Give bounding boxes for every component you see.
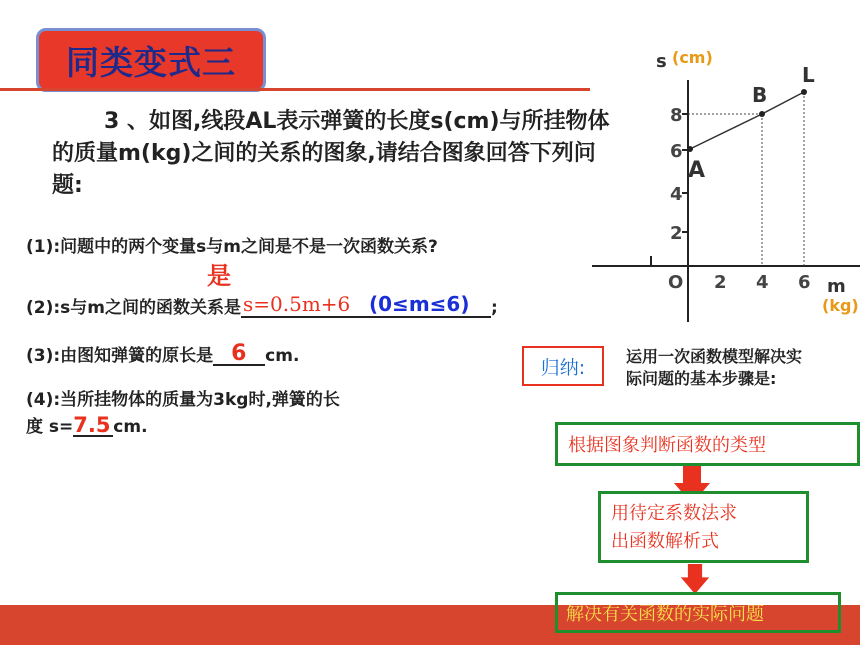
- answer-4: 7.5: [73, 413, 111, 437]
- y-tick-label-2: 2: [670, 223, 683, 244]
- answer-2-range: (0≤m≤6): [369, 292, 470, 316]
- spring-graph: [586, 40, 860, 330]
- question-4-prefix: 度 s=: [26, 417, 74, 437]
- answer-4-blank: [73, 413, 113, 437]
- summary-line-1: 运用一次函数模型解决实: [626, 347, 803, 366]
- answer-2-formula: s=0.5m+6: [243, 292, 351, 316]
- point-l-label: L: [802, 63, 815, 87]
- answer-1: 是: [207, 262, 231, 290]
- step-1-text: 根据图象判断函数的类型: [568, 435, 766, 456]
- summary-text: [626, 346, 802, 390]
- question-3: [26, 341, 299, 366]
- step-2-box: [598, 491, 809, 563]
- page-title: 同类变式三: [66, 42, 236, 82]
- answer-3: 6: [231, 341, 247, 366]
- point-b-label: B: [752, 83, 768, 107]
- origin-label: O: [668, 272, 684, 293]
- summary-tag: 归纳:: [522, 346, 604, 386]
- step-2-line-1: 用待定系数法求: [611, 503, 737, 524]
- point-l: [801, 89, 807, 95]
- step-3-text: 解决有关函数的实际问题: [566, 604, 764, 625]
- step-1-box: [555, 422, 860, 466]
- y-tick-label-8: 8: [670, 105, 683, 126]
- point-a: [687, 146, 693, 152]
- title-divider: [0, 88, 590, 91]
- y-tick-label-6: 6: [670, 141, 683, 162]
- x-tick-label-4: 4: [756, 272, 769, 293]
- y-axis-unit: (cm): [672, 48, 713, 67]
- question-2-prefix: (2):s与m之间的函数关系是: [26, 298, 241, 318]
- question-1: (1):问题中的两个变量s与m之间是不是一次函数关系?: [26, 237, 438, 257]
- step-3-box: [555, 592, 841, 633]
- x-tick-label-2: 2: [714, 272, 727, 293]
- x-axis-label: m: [827, 276, 846, 297]
- question-2: [26, 293, 498, 318]
- x-axis-unit: (kg): [822, 296, 859, 315]
- question-4-suffix: cm.: [113, 417, 148, 437]
- step-2-line-2: 出函数解析式: [611, 531, 719, 552]
- question-4-line2: [26, 412, 148, 437]
- arrow-down-icon-2: [680, 564, 710, 594]
- summary-line-2: 际问题的基本步骤是:: [626, 369, 777, 388]
- question-3-prefix: (3):由图知弹簧的原长是: [26, 346, 214, 366]
- point-b: [759, 111, 765, 117]
- question-2-suffix: ;: [491, 298, 498, 318]
- y-axis-label: s: [656, 51, 667, 72]
- answer-2-blank: [241, 294, 491, 318]
- point-a-label: A: [688, 158, 706, 183]
- question-intro: 3 、如图,线段AL表示弹簧的长度s(cm)与所挂物体的质量m(kg)之间的关系的图象,请结合图象回答下列问题:: [52, 109, 610, 198]
- answer-3-blank: [213, 342, 265, 366]
- title-badge: [36, 28, 266, 92]
- question-3-suffix: cm.: [265, 346, 300, 366]
- question-4-line1: (4):当所挂物体的质量为3kg时,弹簧的长: [26, 390, 340, 410]
- x-tick-label-6: 6: [798, 272, 811, 293]
- y-tick-label-4: 4: [670, 184, 683, 205]
- segment-al: [690, 92, 804, 149]
